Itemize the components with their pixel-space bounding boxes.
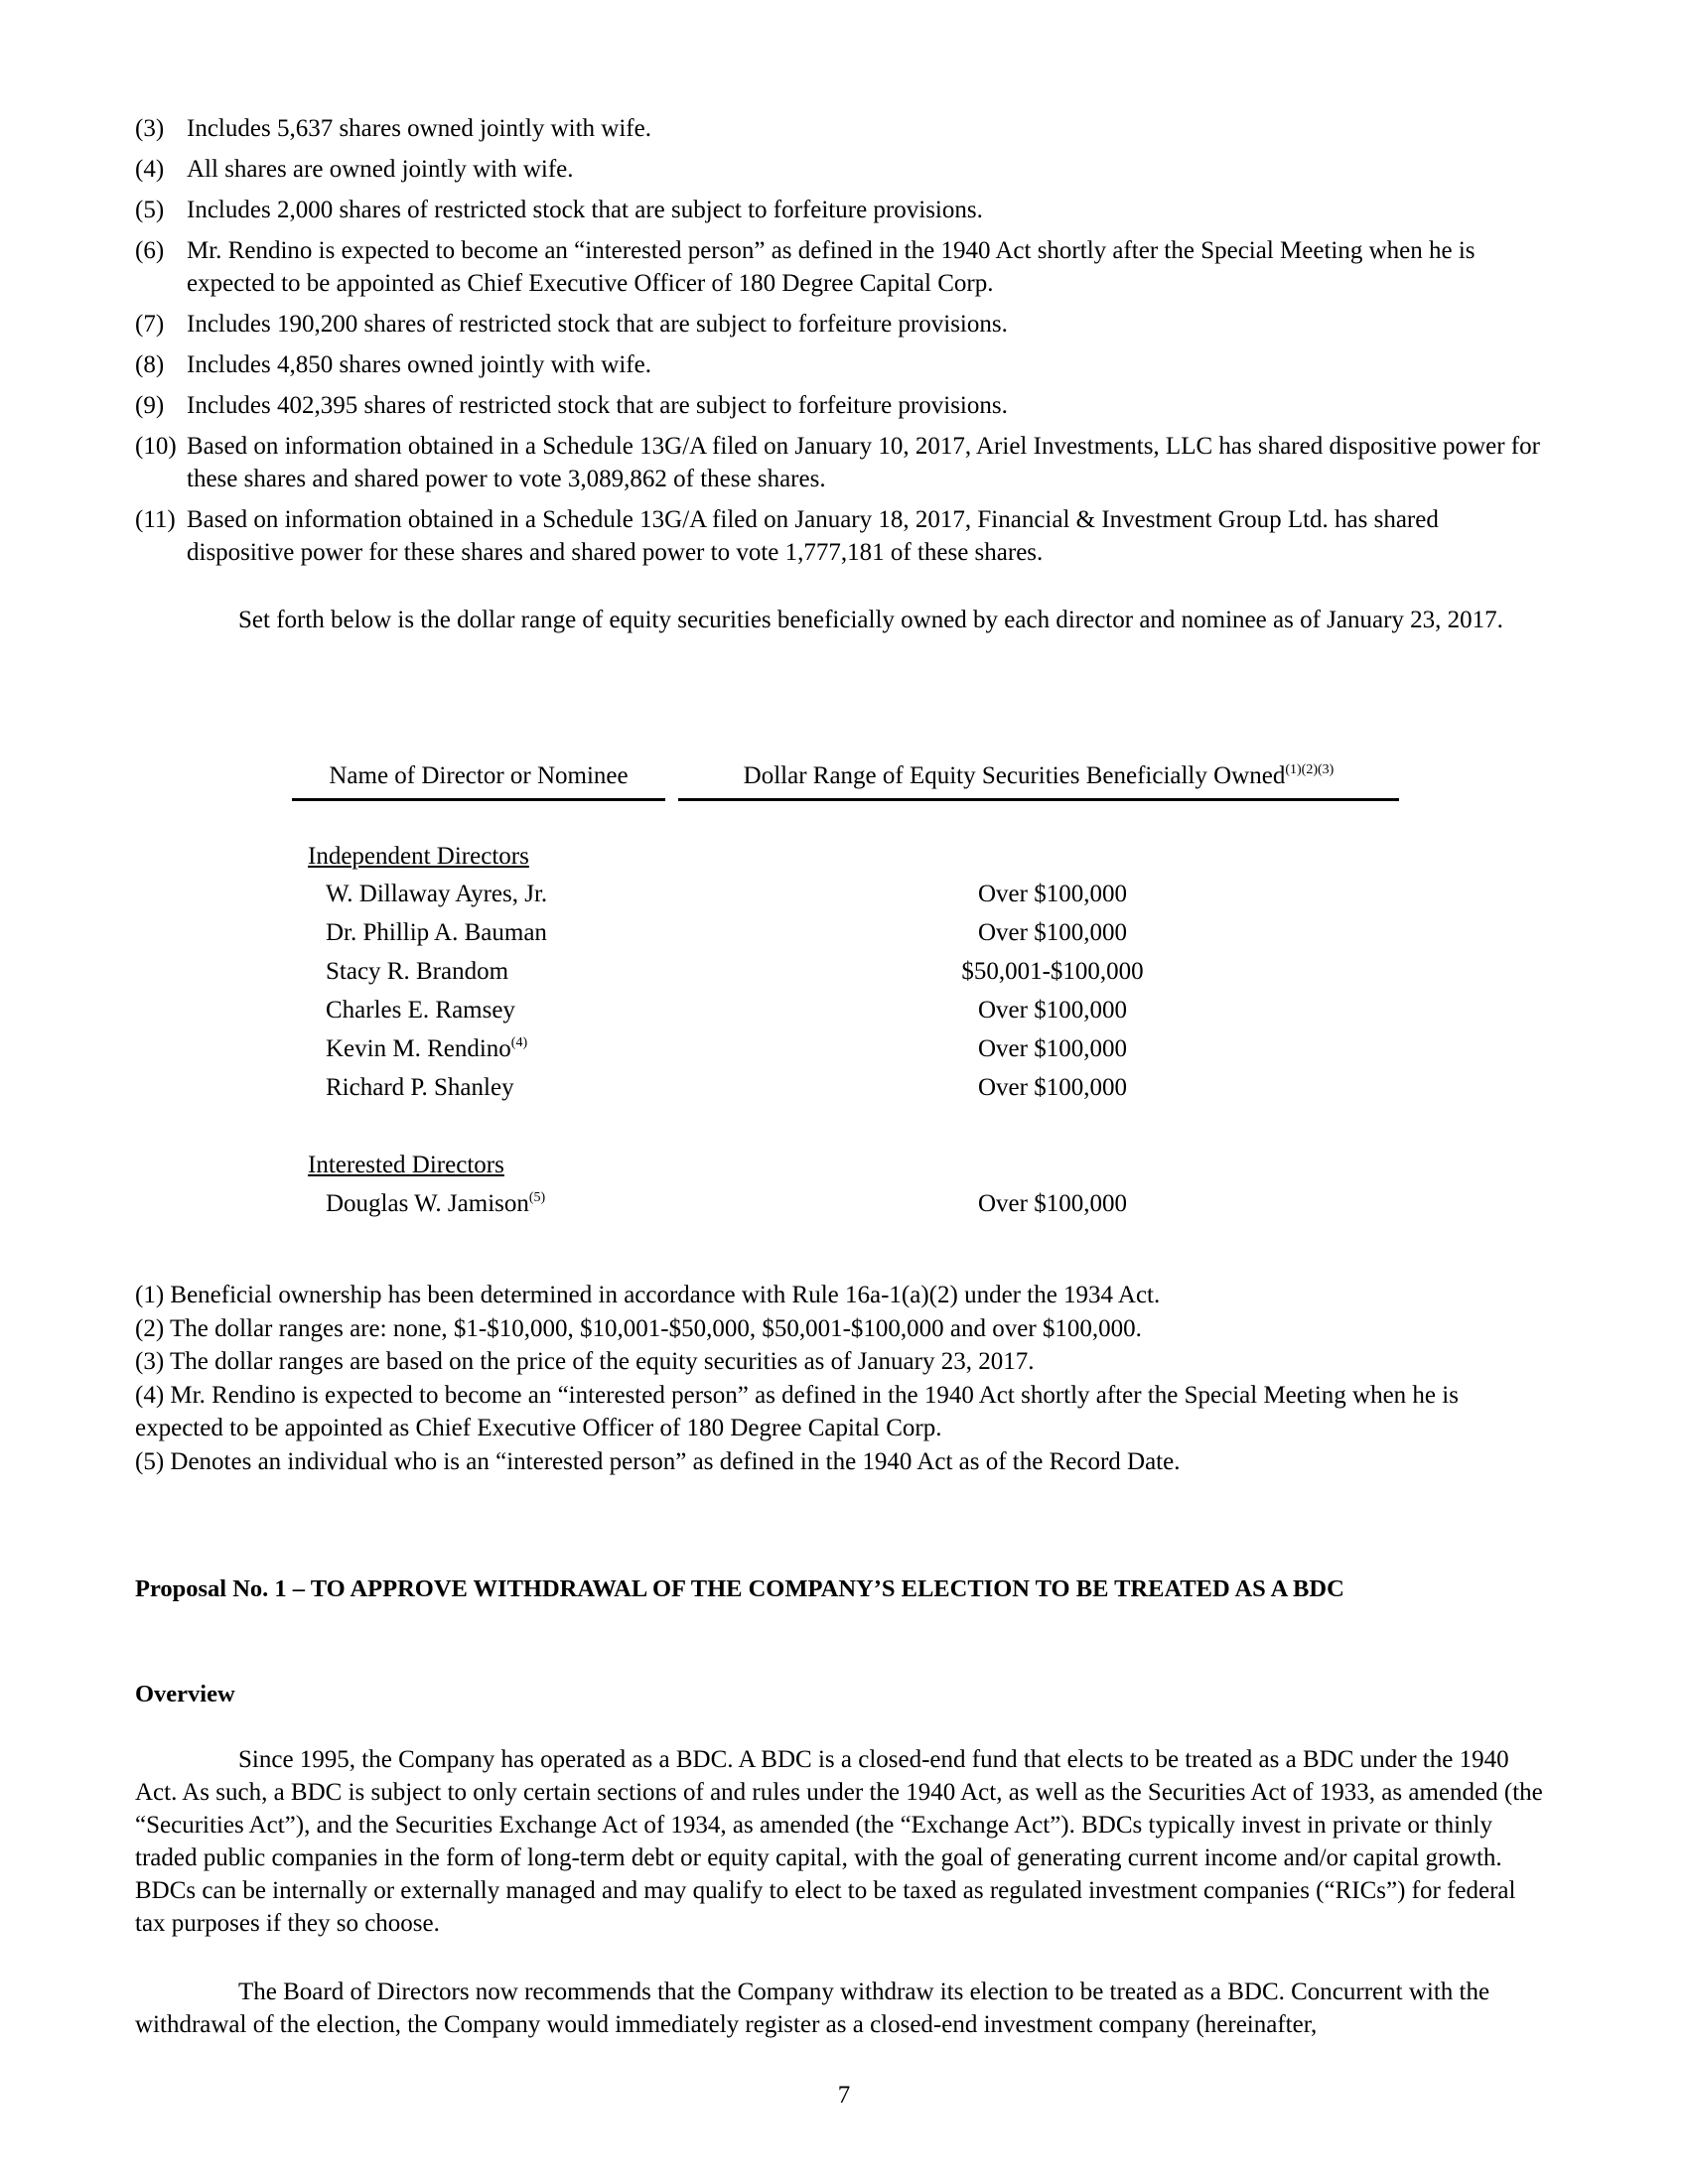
intro-paragraph: Set forth below is the dollar range of equity securities beneficially owned by each director and nominee as of January 23, 2017. [238, 607, 1503, 633]
overview-paragraph-1: Since 1995, the Company has operated as a BDC. A BDC is a closed-end fund that elects to be treated as a BDC under the 1940 Act. As such, a BDC is subject to only certain sections of and rules under the 1940 Act, as well as the Securities Act of 1933, as amended (the “Securities Act”), and the Securities Exchange Act of 1934, as amended (the “Exchange Act”). BDCs typically invest in private or thinly traded public companies in the form of long-term debt or equity capital, with the goal of generating current income and/or capital growth. BDCs can be internally or externally managed and may qualify to elect to be taxed as regulated investment companies (“RICs”) for federal tax purposes if they so choose. [135, 1746, 1543, 1937]
table-row: Dr. Phillip A. Bauman Over $100,000 [326, 919, 1127, 946]
footnote: (11) Based on information obtained in a Schedule 13G/A filed on January 18, 2017, Financial & Investment Group Ltd. has shared dispositive power for these shares and shared power to vote 1,777,181 of these shares. [135, 506, 1439, 566]
table-row: Kevin M. Rendino$^{(4)}$ Over $100,000 [326, 1035, 1127, 1062]
table-note: (5) Denotes an individual who is an “interested person” as defined in the 1940 Act as of the Record Date. [135, 1447, 1181, 1475]
footnote: (10) Based on information obtained in a Schedule 13G/A filed on January 10, 2017, Ariel Investments, LLC has shared dispositive power for these shares and shared power to vote 3,089,862 of these shares. [135, 433, 1540, 492]
table-note: (1) Beneficial ownership has been determined in accordance with Rule 16a-1(a)(2) under the 1934 Act. [135, 1282, 1161, 1308]
proposal-heading: Proposal No. 1 – TO APPROVE WITHDRAWAL OF THE COMPANY’S ELECTION TO BE TREATED AS A BDC [135, 1575, 1344, 1602]
footnote: (7) Includes 190,200 shares of restricted stock that are subject to forfeiture provisions. [135, 311, 1008, 338]
column-header-range: Dollar Range of Equity Securities Beneficially Owned$^{(1)(2)(3)}$ [678, 759, 1399, 801]
table-notes [135, 1279, 1545, 1478]
overview-paragraph-2: The Board of Directors now recommends that the Company withdraw its election to be treated as a BDC. Concurrent with the withdrawal of the election, the Company would immediately register as a closed-end investment company (hereinafter, [135, 1979, 1490, 2038]
table-row: Douglas W. Jamison$^{(5)}$ Over $100,000 [326, 1190, 1127, 1217]
table-row: Richard P. Shanley Over $100,000 [326, 1074, 1127, 1101]
header-superscript: (1)(2)(3) [1285, 762, 1335, 777]
page-number: 7 [837, 2082, 851, 2109]
footnote: (6) Mr. Rendino is expected to become an “interested person” as defined in the 1940 Act shortly after the Special Meeting when he is expected to be appointed as Chief Executive Officer of 180 Degree Capital Corp. [135, 237, 1476, 297]
footnote: (3) Includes 5,637 shares owned jointly with wife. [135, 115, 651, 142]
footnote: (9) Includes 402,395 shares of restricted stock that are subject to forfeiture provisions. [135, 392, 1008, 419]
footnote: (4) All shares are owned jointly with wife. [135, 156, 574, 183]
interested-directors-label: Interested Directors [308, 1152, 504, 1178]
footnote: (8) Includes 4,850 shares owned jointly with wife. [135, 351, 651, 378]
footnotes-list [135, 112, 1545, 577]
independent-directors-label: Independent Directors [308, 843, 529, 870]
table-note: (2) The dollar ranges are: none, $1-$10,000, $10,001-$50,000, $50,001-$100,000 and over $100,000. [135, 1314, 1142, 1342]
table-note: (3) The dollar ranges are based on the price of the equity securities as of January 23, 2017. [135, 1348, 1035, 1375]
table-row: Charles E. Ramsey Over $100,000 [326, 997, 1127, 1024]
table-row: W. Dillaway Ayres, Jr. Over $100,000 [326, 881, 1127, 907]
overview-heading: Overview [135, 1681, 235, 1707]
table-row: Stacy R. Brandom $50,001-$100,000 [326, 958, 1144, 985]
table-note: (4) Mr. Rendino is expected to become an “interested person” as defined in the 1940 Act shortly after the Special Meeting when he is expected to be appointed as Chief Executive Officer of 180 Degree Capital Corp. [135, 1381, 1459, 1441]
footnote: (5) Includes 2,000 shares of restricted stock that are subject to forfeiture provisions. [135, 197, 983, 223]
column-header-name: Name of Director or Nominee [292, 759, 665, 801]
